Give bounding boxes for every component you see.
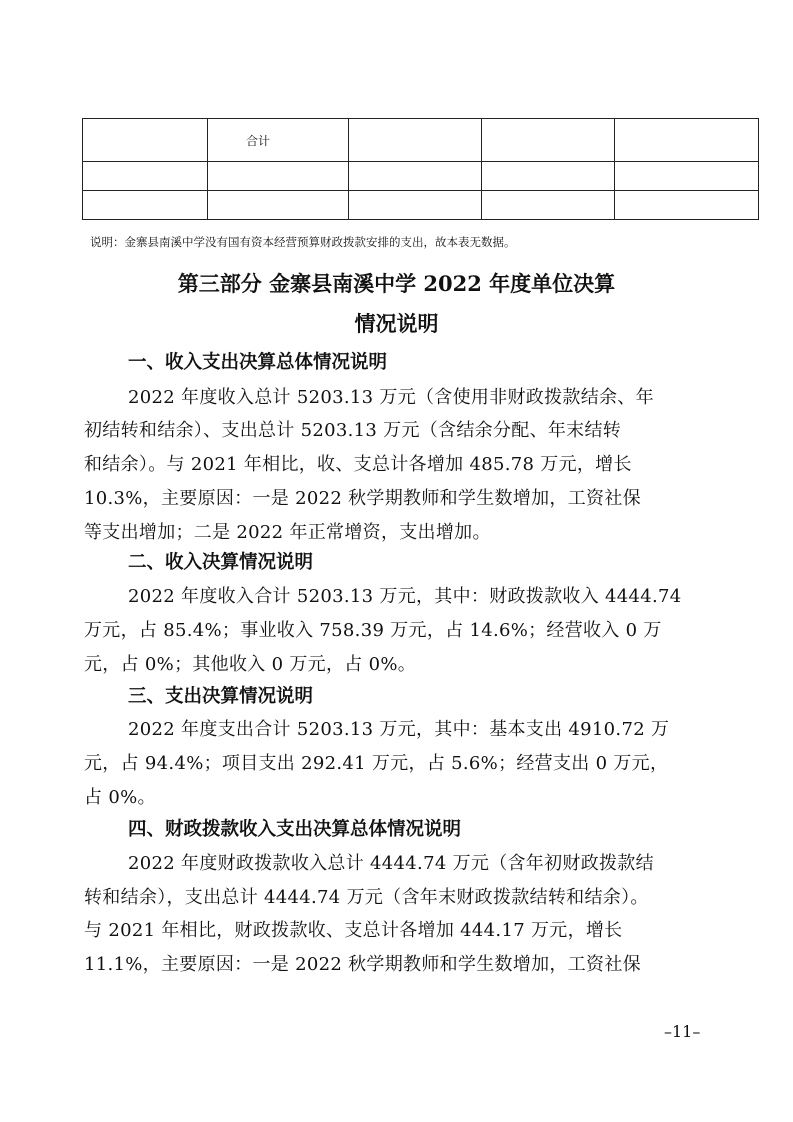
table-cell: [482, 162, 615, 191]
paragraph-line: 元，占 94.4%；项目支出 292.41 万元，占 5.6%；经营支出 0 万元，: [84, 753, 669, 774]
paragraph-line: 2022 年度支出合计 5203.13 万元，其中：基本支出 4910.72 万: [128, 719, 670, 740]
table-cell: [349, 162, 482, 191]
table-row: [83, 162, 759, 191]
table-cell: [83, 162, 208, 191]
paragraph-line: 和结余）。与 2021 年相比，收、支总计各增加 485.78 万元，增长: [84, 454, 632, 475]
paragraph-line: 转和结余），支出总计 4444.74 万元（含年末财政拨款结转和结余）。: [84, 887, 649, 908]
data-table: [82, 118, 759, 220]
table-cell: [349, 191, 482, 220]
table-cell: [208, 162, 349, 191]
paragraph-line: 2022 年度财政拨款收入总计 4444.74 万元（含年初财政拨款结: [128, 853, 654, 874]
table-cell: [615, 162, 759, 191]
table-cell: [615, 119, 759, 162]
total-label-cell: 合计: [208, 119, 349, 162]
paragraph-line: 等支出增加；二是 2022 年正常增资，支出增加。: [84, 522, 491, 543]
section-heading-1: 一、收入支出决算总体情况说明: [128, 352, 388, 373]
paragraph-line: 占 0%。: [84, 787, 156, 808]
table-row: [83, 191, 759, 220]
paragraph-line: 11.1%，主要原因：一是 2022 秋学期教师和学生数增加，工资社保: [84, 954, 641, 975]
paragraph-line: 2022 年度收入合计 5203.13 万元，其中：财政拨款收入 4444.74: [128, 586, 682, 607]
table-cell: [615, 191, 759, 220]
paragraph-line: 与 2021 年相比，财政拨款收、支总计各增加 444.17 万元，增长: [84, 920, 623, 941]
section-heading-4: 四、财政拨款收入支出决算总体情况说明: [128, 819, 462, 840]
table-row-total: [83, 119, 759, 162]
table-cell: [482, 119, 615, 162]
page-number: –11–: [664, 1022, 701, 1041]
table-note: 说明：金寨县南溪中学没有国有资本经营预算财政拨款安排的支出，故本表无数据。: [90, 235, 516, 249]
part-title-line1: 第三部分 金寨县南溪中学 2022 年度单位决算: [177, 271, 616, 296]
part-title-line2: 情况说明: [354, 311, 439, 336]
section-heading-3: 三、支出决算情况说明: [128, 686, 314, 707]
paragraph-line: 万元，占 85.4%；事业收入 758.39 万元，占 14.6%；经营收入 0 万: [84, 620, 662, 641]
table-cell: [208, 191, 349, 220]
table-cell: [83, 191, 208, 220]
paragraph-line: 10.3%，主要原因：一是 2022 秋学期教师和学生数增加，工资社保: [84, 488, 641, 509]
paragraph-line: 初结转和结余）、支出总计 5203.13 万元（含结余分配、年末结转: [84, 420, 622, 441]
empty-data-table: [82, 118, 717, 220]
table-cell: [349, 119, 482, 162]
section-heading-2: 二、收入决算情况说明: [128, 552, 314, 573]
paragraph-line: 2022 年度收入总计 5203.13 万元（含使用非财政拨款结余、年: [128, 387, 654, 408]
table-cell: [482, 191, 615, 220]
paragraph-line: 元，占 0%；其他收入 0 万元，占 0%。: [84, 654, 417, 675]
table-cell: [83, 119, 208, 162]
